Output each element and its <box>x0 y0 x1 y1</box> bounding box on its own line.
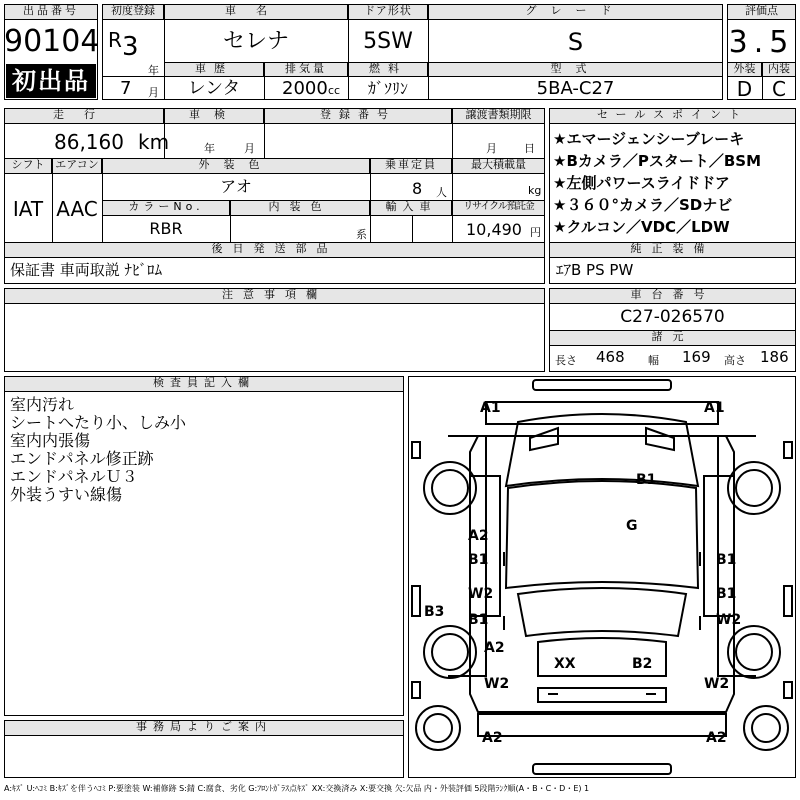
max-load-unit: kg <box>528 184 542 197</box>
capacity-label: 乗車定員 <box>370 158 452 174</box>
first-listing-badge: 初出品 <box>6 64 96 98</box>
mileage-unit: km <box>138 130 170 154</box>
damage-mark: B1 <box>716 586 737 602</box>
inspector-note: エンドパネル修正跡 <box>10 449 154 468</box>
history-label: 車歴 <box>164 62 264 77</box>
displacement: 2000 <box>282 78 328 99</box>
year-unit: 年 <box>148 64 159 77</box>
length-label: 長さ <box>555 354 577 367</box>
capacity-unit: 人 <box>436 186 447 199</box>
width-label: 幅 <box>648 354 659 367</box>
damage-mark: A1 <box>480 400 501 416</box>
recycle-deposit: 10,490 <box>466 220 522 239</box>
insp-year-unit: 年 <box>204 142 215 155</box>
sales-point: ★Bカメラ／Pスタート／BSM <box>553 152 762 170</box>
damage-mark: B1 <box>468 612 489 628</box>
first-reg-era: R <box>108 28 122 52</box>
interior-color-label: 内装色 <box>230 200 370 216</box>
sales-point: ★３６０°カメラ／SDナビ <box>553 196 733 214</box>
inspector-note: 室内内張傷 <box>10 431 91 450</box>
damage-mark: A2 <box>484 640 505 656</box>
first-reg-year: 3 <box>122 32 139 62</box>
insp-month-unit: 月 <box>244 142 255 155</box>
genuine-equipment: ｴｱB PS PW <box>556 261 634 279</box>
inspector-note: 外装うすい線傷 <box>10 485 123 504</box>
car-name: セレナ <box>222 29 289 54</box>
shift-label: シフト <box>4 158 52 174</box>
inspector-note: シートへたり小、しみ小 <box>10 413 187 432</box>
model-label: 型式 <box>428 62 723 77</box>
width: 169 <box>682 348 711 366</box>
divider <box>52 158 53 242</box>
damage-mark: G <box>626 518 638 534</box>
damage-mark: W2 <box>716 612 742 628</box>
divider <box>264 62 265 100</box>
grade-label: グレード <box>428 4 723 20</box>
first-reg-month: 7 <box>120 78 132 99</box>
damage-mark: W2 <box>704 676 730 692</box>
score-label: 評価点 <box>727 4 796 20</box>
inspector-note: エンドパネルＵ３ <box>10 467 138 486</box>
inspection-label: 車検 <box>164 108 264 124</box>
fuel: ｶﾞｿﾘﾝ <box>367 79 408 98</box>
damage-mark: A2 <box>482 730 503 746</box>
recycle-unit: 円 <box>530 226 541 239</box>
chassis-number: C27-026570 <box>620 307 725 327</box>
damage-mark: B1 <box>716 552 737 568</box>
inspector-label: 検査員記入欄 <box>4 376 404 392</box>
damage-mark: B1 <box>636 472 657 488</box>
car-name-label: 車名 <box>164 4 348 20</box>
max-load-label: 最大積載量 <box>452 158 545 174</box>
office-label: 事務局よりご案内 <box>4 720 404 736</box>
later-parts-label: 後日発送部品 <box>4 242 545 258</box>
lot-number-label: 出品番号 <box>4 4 98 20</box>
shift: IAT <box>12 197 44 221</box>
first-reg-label: 初度登録 <box>102 4 164 20</box>
color-number: RBR <box>149 219 183 238</box>
displacement-unit: cc <box>328 84 341 97</box>
damage-mark: A2 <box>706 730 727 746</box>
dims-label: 諸元 <box>549 330 796 346</box>
length: 468 <box>596 348 625 366</box>
exterior-color: アオ <box>220 177 252 196</box>
divider <box>102 76 164 77</box>
damage-mark: B2 <box>632 656 653 672</box>
reg-no-label: 登録番号 <box>264 108 452 124</box>
sales-point: ★エマージェンシーブレーキ <box>553 130 745 148</box>
fuel-label: 燃料 <box>348 62 428 77</box>
exterior-grade: D <box>736 77 753 101</box>
transfer-month-unit: 月 <box>486 142 497 155</box>
door-label: ドア形状 <box>348 4 428 20</box>
height: 186 <box>760 348 789 366</box>
color-label: 外装色 <box>102 158 370 174</box>
later-parts: 保証書 車両取説 ﾅﾋﾞﾛﾑ <box>10 261 163 279</box>
legend: A:ｷｽﾞ U:ﾍｺﾐ B:ｷｽﾞを伴うﾍｺﾐ P:要塗装 W:補修跡 S:錆 C:腐食、劣化 G:ﾌﾛﾝﾄｶﾞﾗｽ点ｷｽﾞ XX:交換済み X:要交換 欠:欠品 内・外装評価 5段階ﾗﾝｸ順(A・B・C・D・E) 1 <box>4 784 590 793</box>
recycle-label: リサイクル預託金 <box>452 200 545 216</box>
overall-score: 3.5 <box>728 25 795 60</box>
car-diagram <box>408 376 796 778</box>
genuine-equipment-label: 純正装備 <box>549 242 796 258</box>
transfer-day-unit: 日 <box>524 142 535 155</box>
divider <box>412 216 413 242</box>
capacity: 8 <box>412 179 423 198</box>
damage-mark: B1 <box>468 552 489 568</box>
damage-mark: W2 <box>468 586 494 602</box>
air-conditioner: AAC <box>56 197 98 221</box>
damage-mark: XX <box>554 656 576 672</box>
grade: S <box>567 28 584 56</box>
inspector-notes <box>10 396 186 504</box>
mileage-label: 走行 <box>4 108 164 124</box>
color-no-label: カラーNo. <box>102 200 230 216</box>
month-unit: 月 <box>148 86 159 99</box>
door-type: 5SW <box>363 29 413 54</box>
import-label: 輸入車 <box>370 200 452 216</box>
mileage: 86,160 <box>54 130 124 154</box>
damage-mark: A1 <box>704 400 725 416</box>
notes-label: 注意事項欄 <box>4 288 545 304</box>
model-code: 5BA-C27 <box>536 78 615 99</box>
history: レンタ <box>187 78 241 99</box>
transfer-label: 譲渡書類期限 <box>452 108 545 124</box>
lot-number: 90104 <box>4 24 100 59</box>
sales-point: ★クルコン／VDC／LDW <box>553 218 730 236</box>
interior-label: 内装 <box>762 62 796 77</box>
chassis-label: 車台番号 <box>549 288 796 304</box>
interior-color-suffix: 系 <box>356 228 367 241</box>
damage-mark: A2 <box>468 528 489 544</box>
sales-points-list <box>553 128 793 238</box>
ac-label: エアコン <box>52 158 102 174</box>
displacement-label: 排気量 <box>264 62 348 77</box>
divider <box>762 62 763 100</box>
exterior-label: 外装 <box>727 62 762 77</box>
height-label: 高さ <box>724 354 746 367</box>
damage-mark: W2 <box>484 676 510 692</box>
inspector-note: 室内汚れ <box>10 395 75 414</box>
interior-grade: C <box>772 77 786 101</box>
damage-mark: B3 <box>424 604 445 620</box>
sales-point: ★左側パワースライドドア <box>553 174 730 192</box>
sales-points-label: セールスポイント <box>549 108 796 124</box>
